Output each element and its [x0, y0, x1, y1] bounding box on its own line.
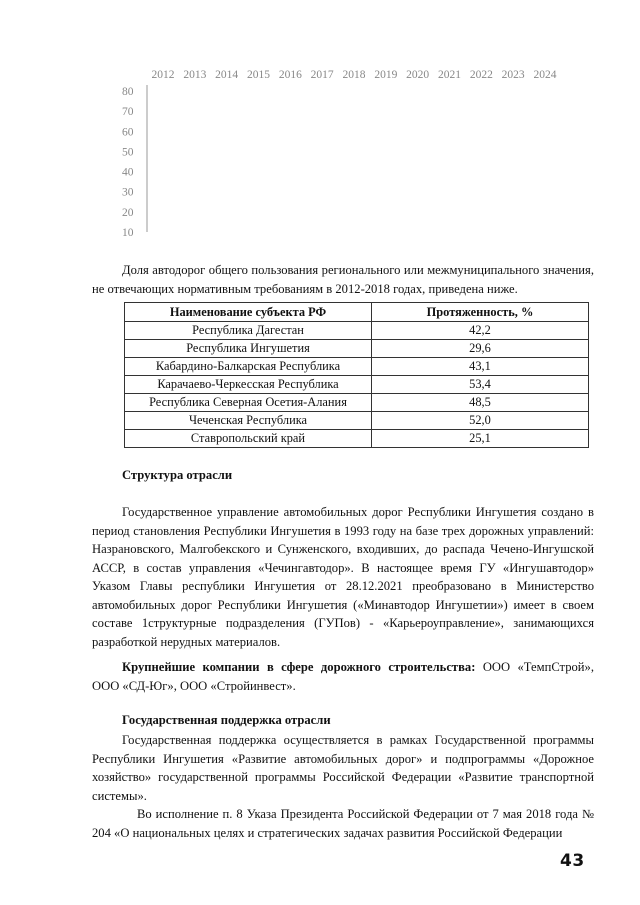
y-tick-label: 70: [122, 106, 134, 119]
x-tick-label: 2022: [469, 69, 493, 81]
cell-value: 43,1: [372, 358, 589, 376]
empty-line-chart: [0, 0, 640, 250]
companies-list: ООО «ТемпСтрой», ООО «СД-Юг», ООО «Стройинвест».: [92, 660, 594, 693]
x-tick-label: 2017: [310, 69, 334, 81]
structure-heading: Структура отрасли: [122, 468, 233, 482]
x-tick-label: 2024: [533, 69, 557, 81]
table-row: [125, 376, 589, 394]
x-tick-label: 2016: [278, 69, 302, 81]
x-tick-label: 2014: [215, 69, 239, 81]
cell-value: 52,0: [372, 412, 589, 430]
x-tick-label: 2023: [501, 69, 525, 81]
x-tick-label: 2019: [374, 69, 398, 81]
table-row: [125, 412, 589, 430]
x-tick-label: 2012: [151, 69, 175, 81]
cell-region: Карачаево-Черкесская Республика: [125, 376, 372, 394]
support-paragraph-1: Государственная поддержка осуществляется в рамках Государственной программы Республики Ингушетия «Развитие автомобильных дорог» и подпрограммы «Дорожное хозяйство» государственной программы Российской Федерации «Развитие транспортной системы».: [92, 733, 594, 803]
companies-label: Крупнейшие компании в сфере дорожного строительства:: [122, 660, 476, 674]
y-axis-labels: [122, 86, 134, 239]
cell-value: 42,2: [372, 322, 589, 340]
y-tick-label: 60: [122, 126, 134, 139]
cell-value: 25,1: [372, 430, 589, 448]
regions-table: [124, 302, 589, 448]
intro-paragraph: Доля автодорог общего пользования регионального или межмуниципального значения, не отвечающих нормативным требованиям в 2012-2018 годах, приведена ниже.: [92, 263, 594, 296]
x-tick-label: 2020: [406, 69, 430, 81]
x-tick-label: 2015: [247, 69, 270, 81]
companies-paragraph: [92, 658, 594, 695]
y-tick-label: 80: [122, 86, 134, 98]
page-number: 43: [560, 851, 585, 871]
structure-paragraph: Государственное управление автомобильных дорог Республики Ингушетия создано в период становления Республики Ингушетия в 1993 году на базе трех дорожных управлений: Назрановского, Малгобекского и Сунженского, входивших, до распада Чечено-Ингушской АССР, в состав управления «Чечингавтодор». В настоящее время ГУ «Ингушавтодор» Указом Главы республики Ингушетия от 28.12.2021 преобразовано в Министерство автомобильных дорог Республики Ингушетия («Минавтодор Ингушетии») имеет в своем составе 1структурные подразделения (ГУПов) - «Карьероуправление», занимающихся разработкой нерудных материалов.: [92, 505, 594, 649]
table-row: [125, 358, 589, 376]
cell-region: Чеченская Республика: [125, 412, 372, 430]
x-axis-labels: [152, 69, 557, 81]
cell-region: Республика Северная Осетия-Алания: [125, 394, 372, 412]
table-row: [125, 340, 589, 358]
table-row: [125, 322, 589, 340]
cell-value: 53,4: [372, 376, 589, 394]
support-paragraph-2: Во исполнение п. 8 Указа Президента Российской Федерации от 7 мая 2018 года № 204 «О национальных целях и стратегических задачах развития Российской Федерации: [92, 807, 594, 840]
cell-value: 29,6: [372, 340, 589, 358]
table-header-row: [125, 303, 589, 322]
cell-region: Республика Дагестан: [125, 322, 372, 340]
x-tick-label: 2018: [342, 69, 366, 81]
cell-value: 48,5: [372, 394, 589, 412]
x-tick-label: 2013: [183, 69, 207, 81]
y-tick-label: 20: [122, 206, 134, 219]
table-row: [125, 394, 589, 412]
y-tick-label: 30: [122, 186, 134, 199]
table-row: [125, 430, 589, 448]
cell-region: Республика Ингушетия: [125, 340, 372, 358]
y-tick-label: 50: [122, 146, 134, 159]
x-tick-label: 2021: [438, 69, 461, 81]
cell-region: Кабардино-Балкарская Республика: [125, 358, 372, 376]
support-heading: Государственная поддержка отрасли: [122, 713, 331, 727]
y-tick-label: 10: [122, 227, 134, 239]
header-length: Протяженность, %: [372, 303, 589, 322]
cell-region: Ставропольский край: [125, 430, 372, 448]
y-tick-label: 40: [122, 166, 134, 179]
header-subject: Наименование субъекта РФ: [125, 303, 372, 322]
